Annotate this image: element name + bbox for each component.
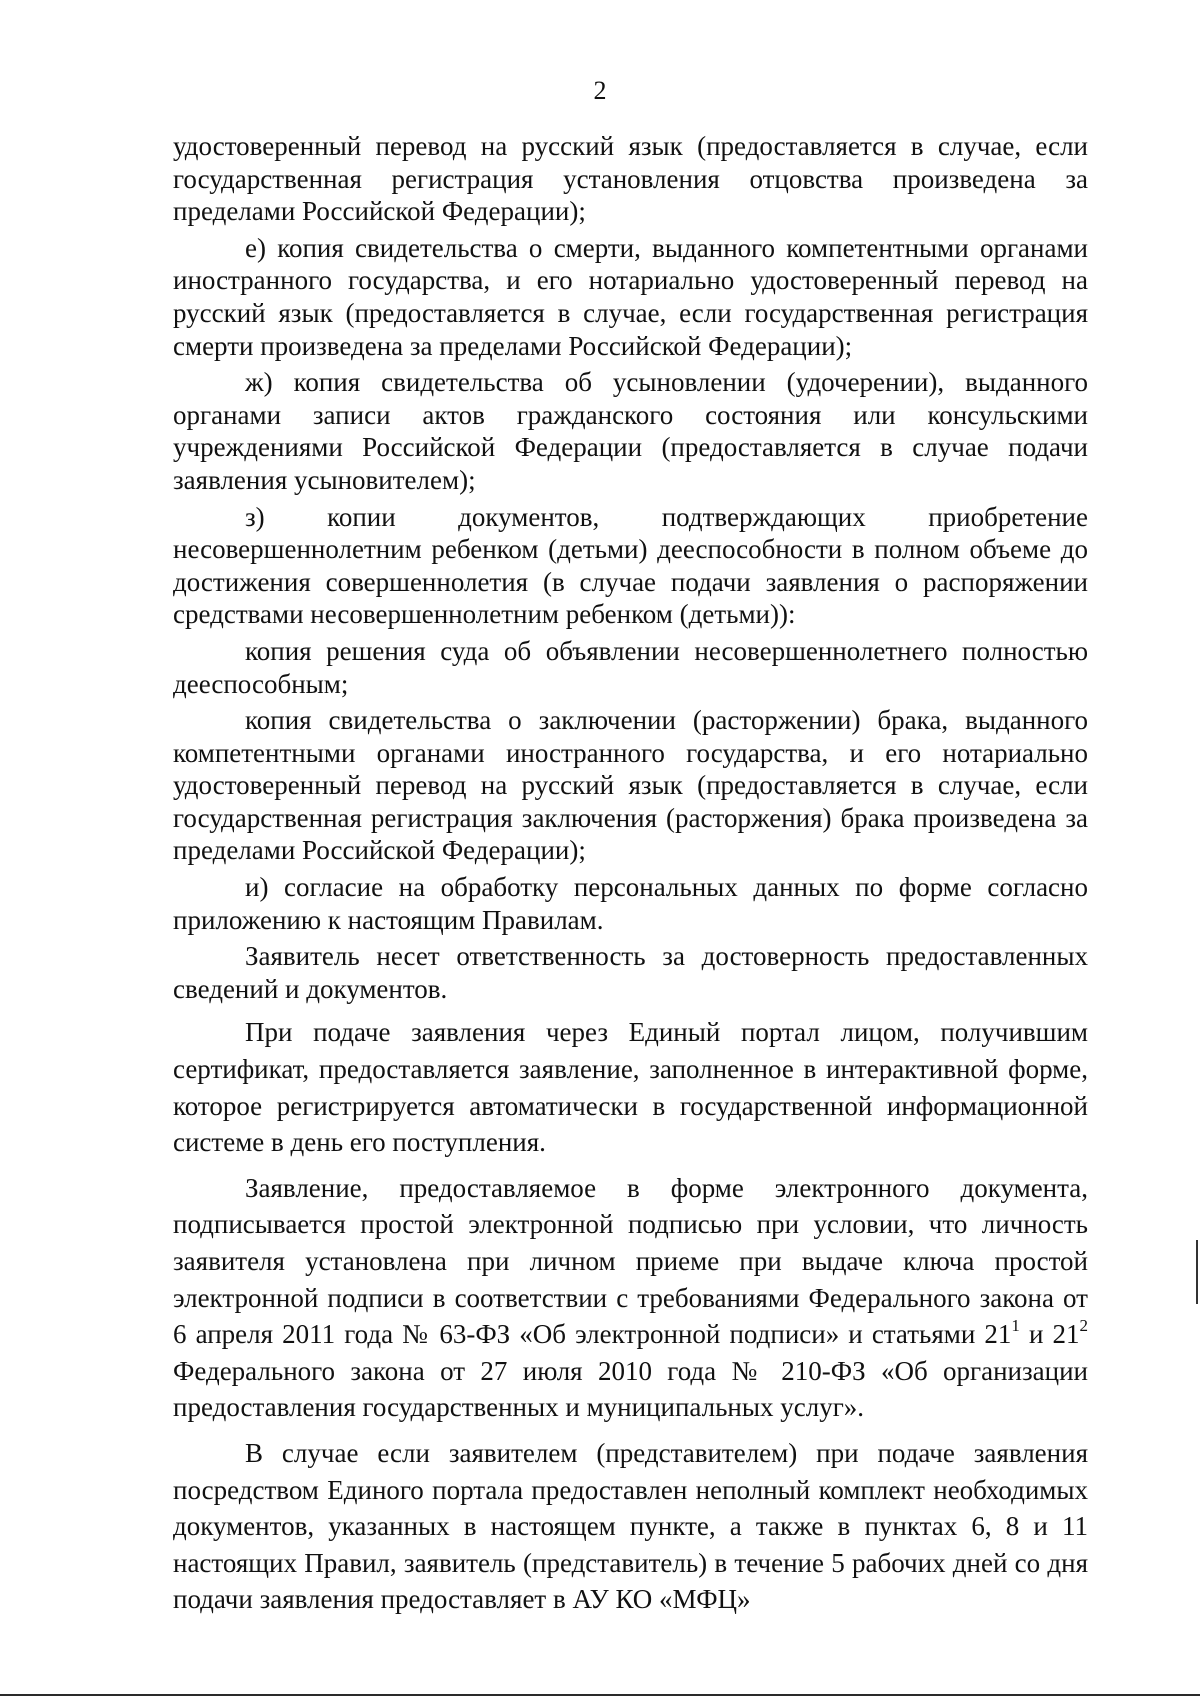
paragraph-translation-continuation: удостоверенный перевод на русский язык (предоставляется в случае, если государственная регистрация установления отцовства произведена за пределами Российской Федерации); — [173, 131, 1088, 227]
paragraph-item-i-personal-data-consent: и) согласие на обработку персональных данных по форме согласно приложению к настоящим Правилам. — [173, 872, 1088, 935]
paragraph-unified-portal-submission: При подаче заявления через Единый портал лицом, получившим сертификат, предоставляется заявление, заполненное в интерактивной форме, которое регистрируется автоматически в государственной информационной системе в день его поступления. — [173, 1017, 1088, 1158]
superscript-article-21-2: 2 — [1079, 1316, 1088, 1336]
scan-edge-mark — [1196, 1240, 1198, 1304]
paragraph-item-z-legal-capacity: з) копии документов, подтверждающих приобретение несовершеннолетним ребенком (детьми) дееспособности в полном объеме до достижения совершеннолетия (в случае подачи заявления о распоряжении средствами несовершеннолетним ребенком (детьми)): — [173, 501, 1088, 630]
paragraph-electronic-signature — [173, 1170, 1088, 1426]
paragraph-court-decision: копия решения суда об объявлении несовершеннолетнего полностью дееспособным; — [173, 635, 1088, 699]
superscript-article-21-1: 1 — [1011, 1316, 1020, 1336]
signature-text-part-3: Федерального закона от 27 июля 2010 года № 210-ФЗ «Об организации предоставления государственных и муниципальных услуг». — [173, 1355, 1088, 1423]
paragraph-item-zh-adoption-certificate: ж) копия свидетельства об усыновлении (удочерении), выданного органами записи актов гражданского состояния или консульскими учреждениями Российской Федерации (предоставляется в случае подачи заявления усыновителем); — [173, 367, 1088, 495]
document-body — [173, 130, 1088, 1618]
signature-text-part-2: и 21 — [1019, 1319, 1080, 1350]
scan-bottom-border — [0, 1694, 1200, 1696]
page-number: 2 — [593, 76, 607, 105]
paragraph-incomplete-documents: В случае если заявителем (представителем) при подаче заявления посредством Единого портала предоставлен неполный комплект необходимых документов, указанных в настоящем пункте, а также в пунктах 6, 8 и 11 настоящих Правил, заявитель (представитель) в течение 5 рабочих дней со дня подачи заявления предоставляет в АУ КО «МФЦ» — [173, 1437, 1088, 1615]
paragraph-applicant-responsibility: Заявитель несет ответственность за достоверность предоставленных сведений и документов. — [173, 941, 1088, 1004]
paragraph-marriage-certificate: копия свидетельства о заключении (расторжении) брака, выданного компетентными органами иностранного государства, и его нотариально удостоверенный перевод на русский язык (предоставляется в случае, если государственная регистрация заключения (расторжения) брака произведена за пределами Российской Федерации); — [173, 705, 1088, 866]
signature-text-part-1: Заявление, предоставляемое в форме электронного документа, подписывается простой электронной подписью при условии, что личность заявителя установлена при личном приеме при выдаче ключа простой электронной подписи в соответствии с требованиями Федерального закона от 6 апреля 2011 года № 63-ФЗ «Об электронной подписи» и статьями 21 — [173, 1172, 1088, 1350]
paragraph-item-e-death-certificate: е) копия свидетельства о смерти, выданного компетентными органами иностранного государства, и его нотариально удостоверенный перевод на русский язык (предоставляется в случае, если государственная регистрация смерти произведена за пределами Российской Федерации); — [173, 232, 1088, 361]
